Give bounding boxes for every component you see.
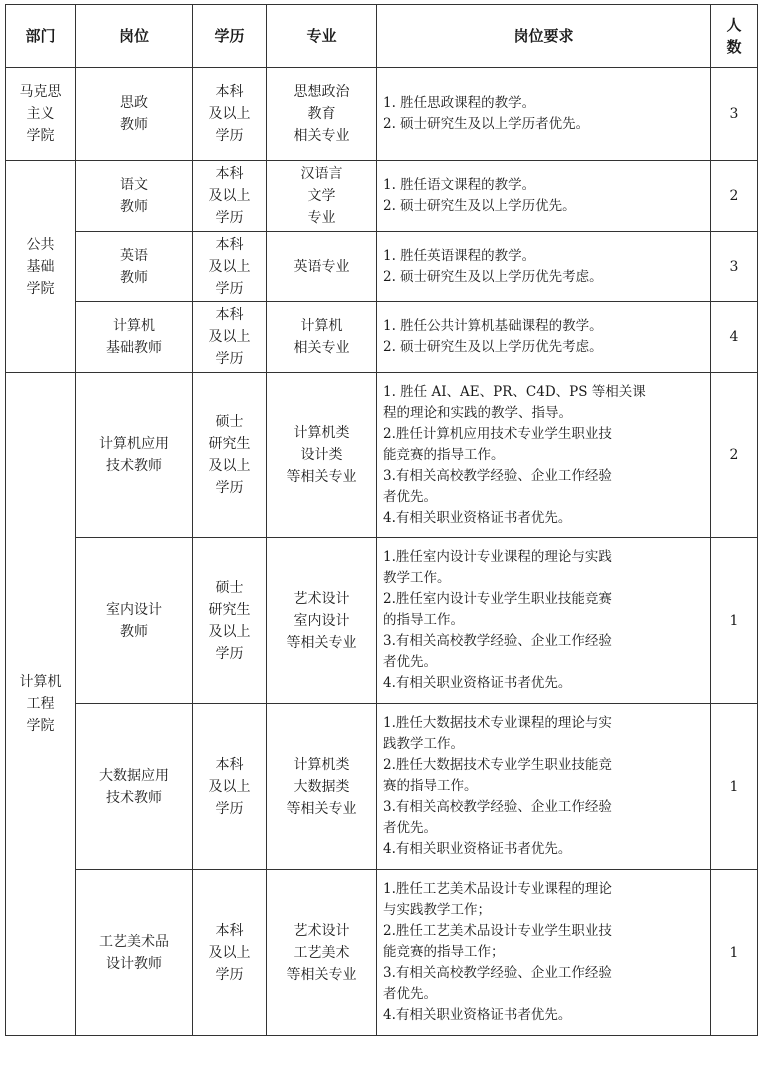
position-cell-line: 教师 (120, 199, 148, 215)
table-row (6, 302, 758, 373)
requirements-cell-line: 能竞赛的指导工作； (383, 944, 505, 960)
position-cell-line: 教师 (120, 623, 148, 640)
major-cell (267, 232, 377, 302)
education-cell-line: 硕士 (215, 579, 244, 596)
major-cell-line: 英语专业 (293, 258, 350, 275)
major-cell-line: 相关专业 (293, 128, 350, 144)
major-cell-line: 室内设计 (293, 612, 350, 629)
major-cell-line: 工艺美术 (293, 944, 350, 961)
education-cell-line: 及以上 (208, 106, 251, 122)
position-cell-line: 设计教师 (106, 955, 162, 972)
requirements-cell-line: 1.胜任工艺美术品设计专业课程的理论 (383, 881, 612, 897)
requirements-cell-line: 2. 硕士研究生及以上学历者优先。 (383, 116, 590, 132)
position-cell-line: 技术教师 (106, 789, 162, 806)
requirements-cell-line: 1. 胜任英语课程的教学。 (383, 247, 536, 264)
position-cell (76, 232, 193, 302)
education-cell-line: 学历 (215, 645, 244, 662)
position-cell (76, 373, 193, 538)
dept-cell (6, 68, 76, 161)
requirements-cell-line: 1.胜任室内设计专业课程的理论与实践 (383, 549, 612, 565)
requirements-cell (377, 373, 711, 538)
major-cell-line: 艺术设计 (293, 590, 350, 607)
requirements-cell-line: 4.有相关职业资格证书者优先。 (383, 509, 572, 526)
major-cell-line: 等相关专业 (286, 469, 357, 485)
requirements-cell (377, 161, 711, 232)
dept-cell-line: 主义 (26, 106, 55, 122)
requirements-cell-line: 4.有相关职业资格证书者优先。 (383, 1007, 572, 1023)
position-cell (76, 161, 193, 232)
position-cell-line: 语文 (120, 177, 148, 193)
requirements-cell-line: 践教学工作。 (383, 736, 464, 752)
requirements-cell-line: 2. 硕士研究生及以上学历优先考虑。 (383, 339, 603, 355)
dept-cell-line: 计算机 (19, 674, 62, 690)
requirements-cell-line: 程的理论和实践的教学、指导。 (383, 404, 572, 421)
recruitment-table (5, 4, 758, 1036)
education-cell-line: 及以上 (208, 458, 251, 474)
major-cell-line: 文学 (307, 188, 336, 204)
header-major: 专业 (267, 5, 377, 68)
header-dept: 部门 (6, 5, 76, 68)
table-row (6, 232, 758, 302)
education-cell (193, 232, 267, 302)
requirements-cell-line: 1. 胜任思政课程的教学。 (383, 95, 536, 111)
education-cell (193, 870, 267, 1036)
position-cell-line: 工艺美术品 (99, 933, 169, 950)
education-cell-line: 及以上 (208, 944, 251, 961)
requirements-cell-line: 者优先。 (383, 488, 437, 505)
table-row (6, 704, 758, 870)
position-cell-line: 英语 (120, 247, 148, 264)
header-position: 岗位 (76, 5, 193, 68)
major-cell (267, 870, 377, 1036)
dept-cell-line: 工程 (26, 696, 55, 712)
major-cell-line: 等相关专业 (286, 966, 357, 983)
requirements-cell-line: 教学工作。 (383, 570, 451, 586)
education-cell (193, 68, 267, 161)
dept-cell-line: 公共 (26, 236, 55, 253)
major-cell-line: 艺术设计 (293, 922, 350, 939)
position-cell (76, 704, 193, 870)
requirements-cell (377, 870, 711, 1036)
position-cell-line: 计算机 (113, 318, 155, 334)
dept-cell (6, 373, 76, 1036)
major-cell-line: 相关专业 (293, 340, 350, 356)
header-requirements: 岗位要求 (377, 5, 711, 68)
major-cell-line: 专业 (307, 210, 336, 226)
requirements-cell (377, 704, 711, 870)
position-cell-line: 技术教师 (106, 458, 162, 474)
requirements-cell-line: 4.有相关职业资格证书者优先。 (383, 841, 572, 857)
table-row (6, 870, 758, 1036)
position-cell-line: 大数据应用 (99, 767, 169, 784)
dept-cell-line: 学院 (26, 718, 55, 734)
count-cell: 1 (711, 538, 758, 704)
education-cell-line: 研究生 (208, 436, 251, 452)
requirements-cell (377, 68, 711, 161)
count-cell: 2 (711, 161, 758, 232)
table-row (6, 538, 758, 704)
major-cell (267, 538, 377, 704)
position-cell-line: 室内设计 (106, 601, 162, 618)
education-cell-line: 研究生 (208, 601, 251, 618)
header-row (6, 5, 758, 68)
major-cell-line: 汉语言 (300, 166, 343, 182)
requirements-cell (377, 302, 711, 373)
requirements-cell-line: 者优先。 (383, 820, 437, 836)
dept-cell (6, 161, 76, 373)
major-cell-line: 计算机类 (293, 756, 350, 773)
major-cell-line: 计算机类 (293, 425, 350, 441)
major-cell (267, 161, 377, 232)
header-count-line: 数 (726, 38, 742, 56)
requirements-cell-line: 3.有相关高校教学经验、企业工作经验 (383, 799, 612, 815)
major-cell (267, 68, 377, 161)
position-cell (76, 68, 193, 161)
position-cell (76, 538, 193, 704)
requirements-cell-line: 的指导工作。 (383, 612, 464, 628)
dept-cell-line: 马克思 (19, 84, 62, 100)
education-cell-line: 学历 (215, 210, 244, 226)
education-cell-line: 及以上 (208, 188, 251, 204)
dept-cell-line: 学院 (26, 280, 55, 297)
requirements-cell-line: 1.胜任大数据技术专业课程的理论与实 (383, 715, 612, 731)
requirements-cell-line: 赛的指导工作。 (383, 778, 478, 794)
education-cell-line: 本科 (215, 84, 244, 100)
header-count-line: 人 (726, 16, 742, 34)
education-cell-line: 本科 (215, 756, 244, 773)
table-row (6, 373, 758, 538)
requirements-cell-line: 3.有相关高校教学经验、企业工作经验 (383, 467, 612, 484)
education-cell-line: 学历 (215, 800, 244, 817)
requirements-cell-line: 1. 胜任 AI、AE、PR、C4D、PS 等相关课 (383, 383, 646, 400)
position-cell-line: 教师 (120, 117, 148, 133)
education-cell (193, 161, 267, 232)
table-row (6, 68, 758, 161)
requirements-cell-line: 2.胜任大数据技术专业学生职业技能竞 (383, 757, 612, 773)
education-cell-line: 本科 (215, 922, 244, 939)
header-education: 学历 (193, 5, 267, 68)
education-cell (193, 704, 267, 870)
education-cell (193, 302, 267, 373)
education-cell-line: 学历 (215, 480, 244, 496)
dept-cell-line: 学院 (26, 128, 55, 144)
education-cell (193, 538, 267, 704)
requirements-cell-line: 2.胜任计算机应用技术专业学生职业技 (383, 425, 612, 442)
requirements-cell-line: 3.有相关高校教学经验、企业工作经验 (383, 965, 612, 981)
position-cell-line: 基础教师 (106, 340, 162, 356)
major-cell (267, 704, 377, 870)
major-cell-line: 思想政治 (293, 84, 350, 100)
position-cell (76, 302, 193, 373)
education-cell-line: 本科 (215, 236, 244, 253)
major-cell-line: 教育 (307, 106, 336, 122)
education-cell-line: 及以上 (208, 778, 251, 795)
education-cell-line: 硕士 (215, 414, 244, 430)
table-row (6, 161, 758, 232)
requirements-cell-line: 2. 硕士研究生及以上学历优先考虑。 (383, 268, 603, 285)
count-cell: 4 (711, 302, 758, 373)
education-cell-line: 及以上 (208, 258, 251, 275)
header-count (711, 5, 758, 68)
major-cell (267, 302, 377, 373)
count-cell: 3 (711, 232, 758, 302)
education-cell-line: 及以上 (208, 623, 251, 640)
requirements-cell-line: 1. 胜任公共计算机基础课程的教学。 (383, 318, 603, 334)
major-cell-line: 大数据类 (293, 778, 350, 795)
education-cell-line: 学历 (215, 128, 244, 144)
education-cell (193, 373, 267, 538)
requirements-cell (377, 538, 711, 704)
position-cell-line: 计算机应用 (99, 436, 169, 452)
major-cell-line: 设计类 (300, 447, 343, 463)
requirements-cell-line: 者优先。 (383, 986, 437, 1002)
position-cell-line: 教师 (120, 269, 148, 286)
education-cell-line: 本科 (215, 166, 244, 182)
major-cell-line: 等相关专业 (286, 634, 357, 651)
major-cell-line: 等相关专业 (286, 800, 357, 817)
education-cell-line: 本科 (215, 307, 244, 323)
requirements-cell-line: 4.有相关职业资格证书者优先。 (383, 675, 572, 691)
education-cell-line: 学历 (215, 966, 244, 983)
major-cell-line: 计算机 (300, 318, 343, 334)
dept-cell-line: 基础 (26, 258, 55, 275)
education-cell-line: 及以上 (208, 329, 251, 345)
major-cell (267, 373, 377, 538)
count-cell: 3 (711, 68, 758, 161)
requirements-cell-line: 1. 胜任语文课程的教学。 (383, 177, 536, 193)
requirements-cell-line: 2. 硕士研究生及以上学历优先。 (383, 198, 576, 214)
requirements-cell (377, 232, 711, 302)
position-cell-line: 思政 (120, 95, 148, 111)
requirements-cell-line: 3.有相关高校教学经验、企业工作经验 (383, 633, 612, 649)
count-cell: 1 (711, 704, 758, 870)
count-cell: 1 (711, 870, 758, 1036)
count-cell: 2 (711, 373, 758, 538)
education-cell-line: 学历 (215, 280, 244, 297)
education-cell-line: 学历 (215, 351, 244, 367)
requirements-cell-line: 2.胜任室内设计专业学生职业技能竞赛 (383, 591, 612, 607)
requirements-cell-line: 者优先。 (383, 654, 437, 670)
requirements-cell-line: 能竞赛的指导工作。 (383, 446, 505, 463)
requirements-cell-line: 2.胜任工艺美术品设计专业学生职业技 (383, 923, 612, 939)
requirements-cell-line: 与实践教学工作； (383, 902, 491, 918)
position-cell (76, 870, 193, 1036)
